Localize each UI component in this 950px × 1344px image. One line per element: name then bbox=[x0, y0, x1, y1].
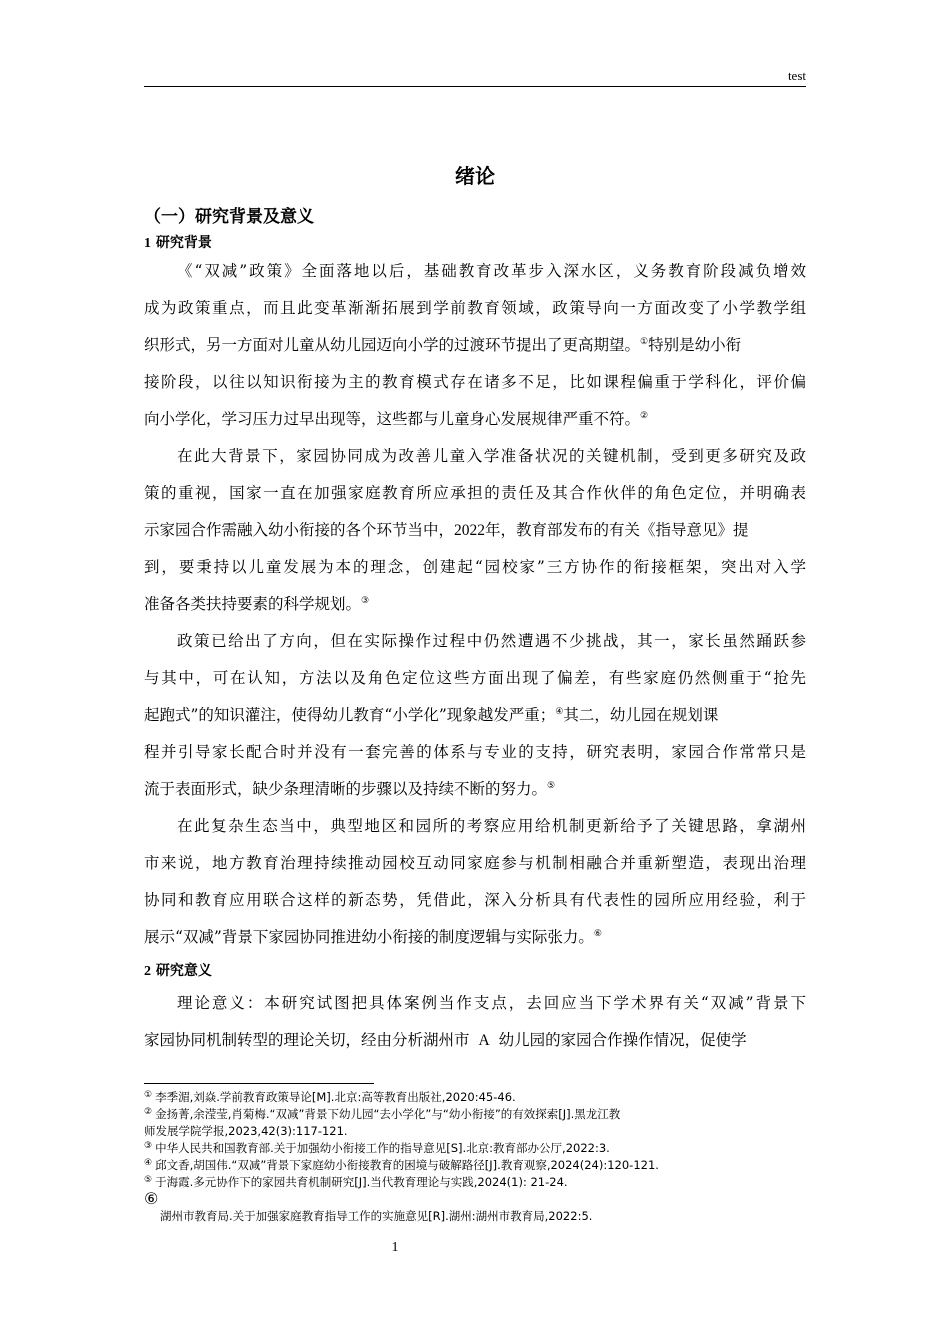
text-line: 市来说，地方教育治理持续推动园校互动同家庭参与机制相融合并重新塑造，表现出治理 bbox=[144, 854, 806, 872]
footnote-text: 中华人民共和国教育部.关于加强幼小衔接工作的指导意见[S].北京:教育部办公厅,2022:3. bbox=[155, 1141, 610, 1155]
footnote-mark: ⑤ bbox=[144, 1175, 153, 1185]
text-span: 起跑式”的知识灌注，使得幼儿教育“小学化”现象越发严重； bbox=[144, 706, 556, 724]
paragraph-3 bbox=[144, 623, 806, 808]
text-span: 家园协同机制转型的理论关切，经由分析湖州市 bbox=[144, 1031, 470, 1049]
footnote-2 bbox=[144, 1106, 806, 1123]
footnote-mark: ④ bbox=[144, 1158, 153, 1168]
footnote-mark: ② bbox=[144, 1107, 153, 1117]
footnote-mark: ③ bbox=[144, 1141, 153, 1151]
subsection-number: 1 bbox=[144, 236, 151, 251]
footnote-ref: ⑤ bbox=[547, 781, 556, 791]
header-rule bbox=[144, 86, 806, 87]
text-span: A bbox=[478, 1032, 490, 1049]
text-span: 幼儿园的家园合作操作情况，促使学 bbox=[498, 1031, 747, 1049]
footnote-6 bbox=[144, 1191, 806, 1208]
footnote-mark: ⑥ bbox=[144, 1189, 159, 1208]
section-heading: （一）研究背景及意义 bbox=[144, 207, 314, 227]
footnote-text: 邱文香,胡国伟.“双减”背景下家庭幼小衔接教育的困境与破解路径[J].教育观察,2024(24):120-121. bbox=[155, 1158, 659, 1172]
text-span: 准备各类扶持要素的科学规划。 bbox=[144, 595, 362, 613]
footnote-text: 李季湄,刘焱.学前教育政策导论[M].北京:高等教育出版社,2020:45-46. bbox=[155, 1090, 516, 1104]
text-line bbox=[144, 919, 806, 956]
text-span: 流于表面形式，缺少条理清晰的步骤以及持续不断的努力。 bbox=[144, 780, 548, 798]
subsection-number: 2 bbox=[144, 964, 151, 979]
text-line: 到，要秉持以儿童发展为本的理念，创建起“园校家”三方协作的衔接框架，突出对入学 bbox=[144, 558, 806, 576]
text-line bbox=[144, 512, 806, 549]
text-line bbox=[144, 771, 806, 808]
text-span: 织形式，另一方面对儿童从幼儿园迈向小学的过渡环节提出了更高期望。 bbox=[144, 336, 641, 354]
subsection-heading-significance bbox=[144, 960, 212, 980]
text-line bbox=[144, 586, 806, 623]
text-line: 在此大背景下，家园协同成为改善儿童入学准备状况的关键机制，受到更多研究及政 bbox=[177, 447, 806, 465]
text-line: 接阶段，以往以知识衔接为主的教育模式存在诸多不足，比如课程偏重于学科化，评价偏 bbox=[144, 373, 806, 391]
footnote-4 bbox=[144, 1157, 806, 1174]
text-line: 程并引导家长配合时并没有一套完善的体系与专业的支持，研究表明，家园合作常常只是 bbox=[144, 743, 806, 761]
subsection-title: 研究背景 bbox=[155, 235, 212, 251]
text-line: 理论意义：本研究试图把具体案例当作支点，去回应当下学术界有关“双减”背景下 bbox=[177, 994, 806, 1012]
footnote-mark: ① bbox=[144, 1090, 153, 1100]
text-span: 示家园合作需融入幼小衔接的各个环节当中， bbox=[144, 521, 455, 539]
text-line bbox=[144, 697, 806, 734]
subsection-heading-background bbox=[144, 232, 212, 252]
footnote-3 bbox=[144, 1140, 806, 1157]
footnote-text: 金扬菁,余滢莹,肖菊梅.“双减”背景下幼儿园“去小学化”与“幼小衔接”的有效探索[J].黑龙江教 bbox=[155, 1107, 621, 1121]
text-span: 向小学化，学习压力过早出现等，这些都与儿童身心发展规律严重不符。 bbox=[144, 410, 641, 428]
text-span: 年，教育部发布的有关《指导意见》提 bbox=[485, 521, 749, 539]
text-span: 特别是幼小衔 bbox=[648, 336, 742, 354]
text-line bbox=[144, 1022, 806, 1059]
text-line bbox=[144, 401, 806, 438]
footnote-2-continued: 师发展学院学报,2023,42(3):117-121. bbox=[144, 1124, 348, 1138]
text-span: 展示“双减”背景下家园协同推进幼小衔接的制度逻辑与实际张力。 bbox=[144, 928, 594, 946]
text-line: 与其中，可在认知，方法以及角色定位这些方面出现了偏差，有些家庭仍然侧重于“抢先 bbox=[144, 669, 806, 687]
footnote-ref: ① bbox=[640, 337, 649, 347]
text-line: 协同和教育应用联合这样的新态势，凭借此，深入分析具有代表性的园所应用经验，利于 bbox=[144, 891, 806, 909]
text-line: 成为政策重点，而且此变革渐渐拓展到学前教育领域，政策导向一方面改变了小学教学组 bbox=[144, 299, 806, 317]
footnote-text: 于海霞.多元协作下的家园共育机制研究[J].当代教育理论与实践,2024(1): 21-24. bbox=[155, 1175, 568, 1189]
text-line bbox=[144, 327, 806, 364]
footnote-ref: ③ bbox=[361, 596, 370, 606]
footnote-ref: ④ bbox=[555, 707, 564, 717]
paragraph-2 bbox=[144, 438, 806, 623]
footnote-ref: ② bbox=[640, 411, 649, 421]
footnote-5 bbox=[144, 1174, 806, 1191]
text-line: 《“双减”政策》全面落地以后，基础教育改革步入深水区，义务教育阶段减负增效 bbox=[177, 262, 806, 280]
footnote-6-text: 湖州市教育局.关于加强家庭教育指导工作的实施意见[R].湖州:湖州市教育局,2022:5. bbox=[160, 1209, 593, 1223]
paragraph-4 bbox=[144, 808, 806, 956]
text-line: 政策已给出了方向，但在实际操作过程中仍然遭遇不少挑战，其一，家长虽然踊跃参 bbox=[177, 632, 806, 650]
text-span: 其二，幼儿园在规划课 bbox=[563, 706, 719, 724]
year-text: 2022 bbox=[454, 522, 486, 539]
subsection-title: 研究意义 bbox=[155, 963, 212, 979]
running-header: test bbox=[787, 68, 806, 83]
page-number: 1 bbox=[391, 1240, 399, 1255]
chapter-title: 绪论 bbox=[455, 164, 495, 188]
footnote-separator bbox=[144, 1083, 374, 1084]
paragraph-1 bbox=[144, 253, 806, 438]
footnote-1 bbox=[144, 1089, 806, 1106]
footnotes bbox=[144, 1089, 806, 1225]
text-line: 在此复杂生态当中，典型地区和园所的考察应用给机制更新给予了关键思路，拿湖州 bbox=[177, 817, 806, 835]
text-line: 策的重视，国家一直在加强家庭教育所应承担的责任及其合作伙伴的角色定位，并明确表 bbox=[144, 484, 806, 502]
footnote-ref: ⑥ bbox=[593, 929, 602, 939]
paragraph-5 bbox=[144, 985, 806, 1059]
